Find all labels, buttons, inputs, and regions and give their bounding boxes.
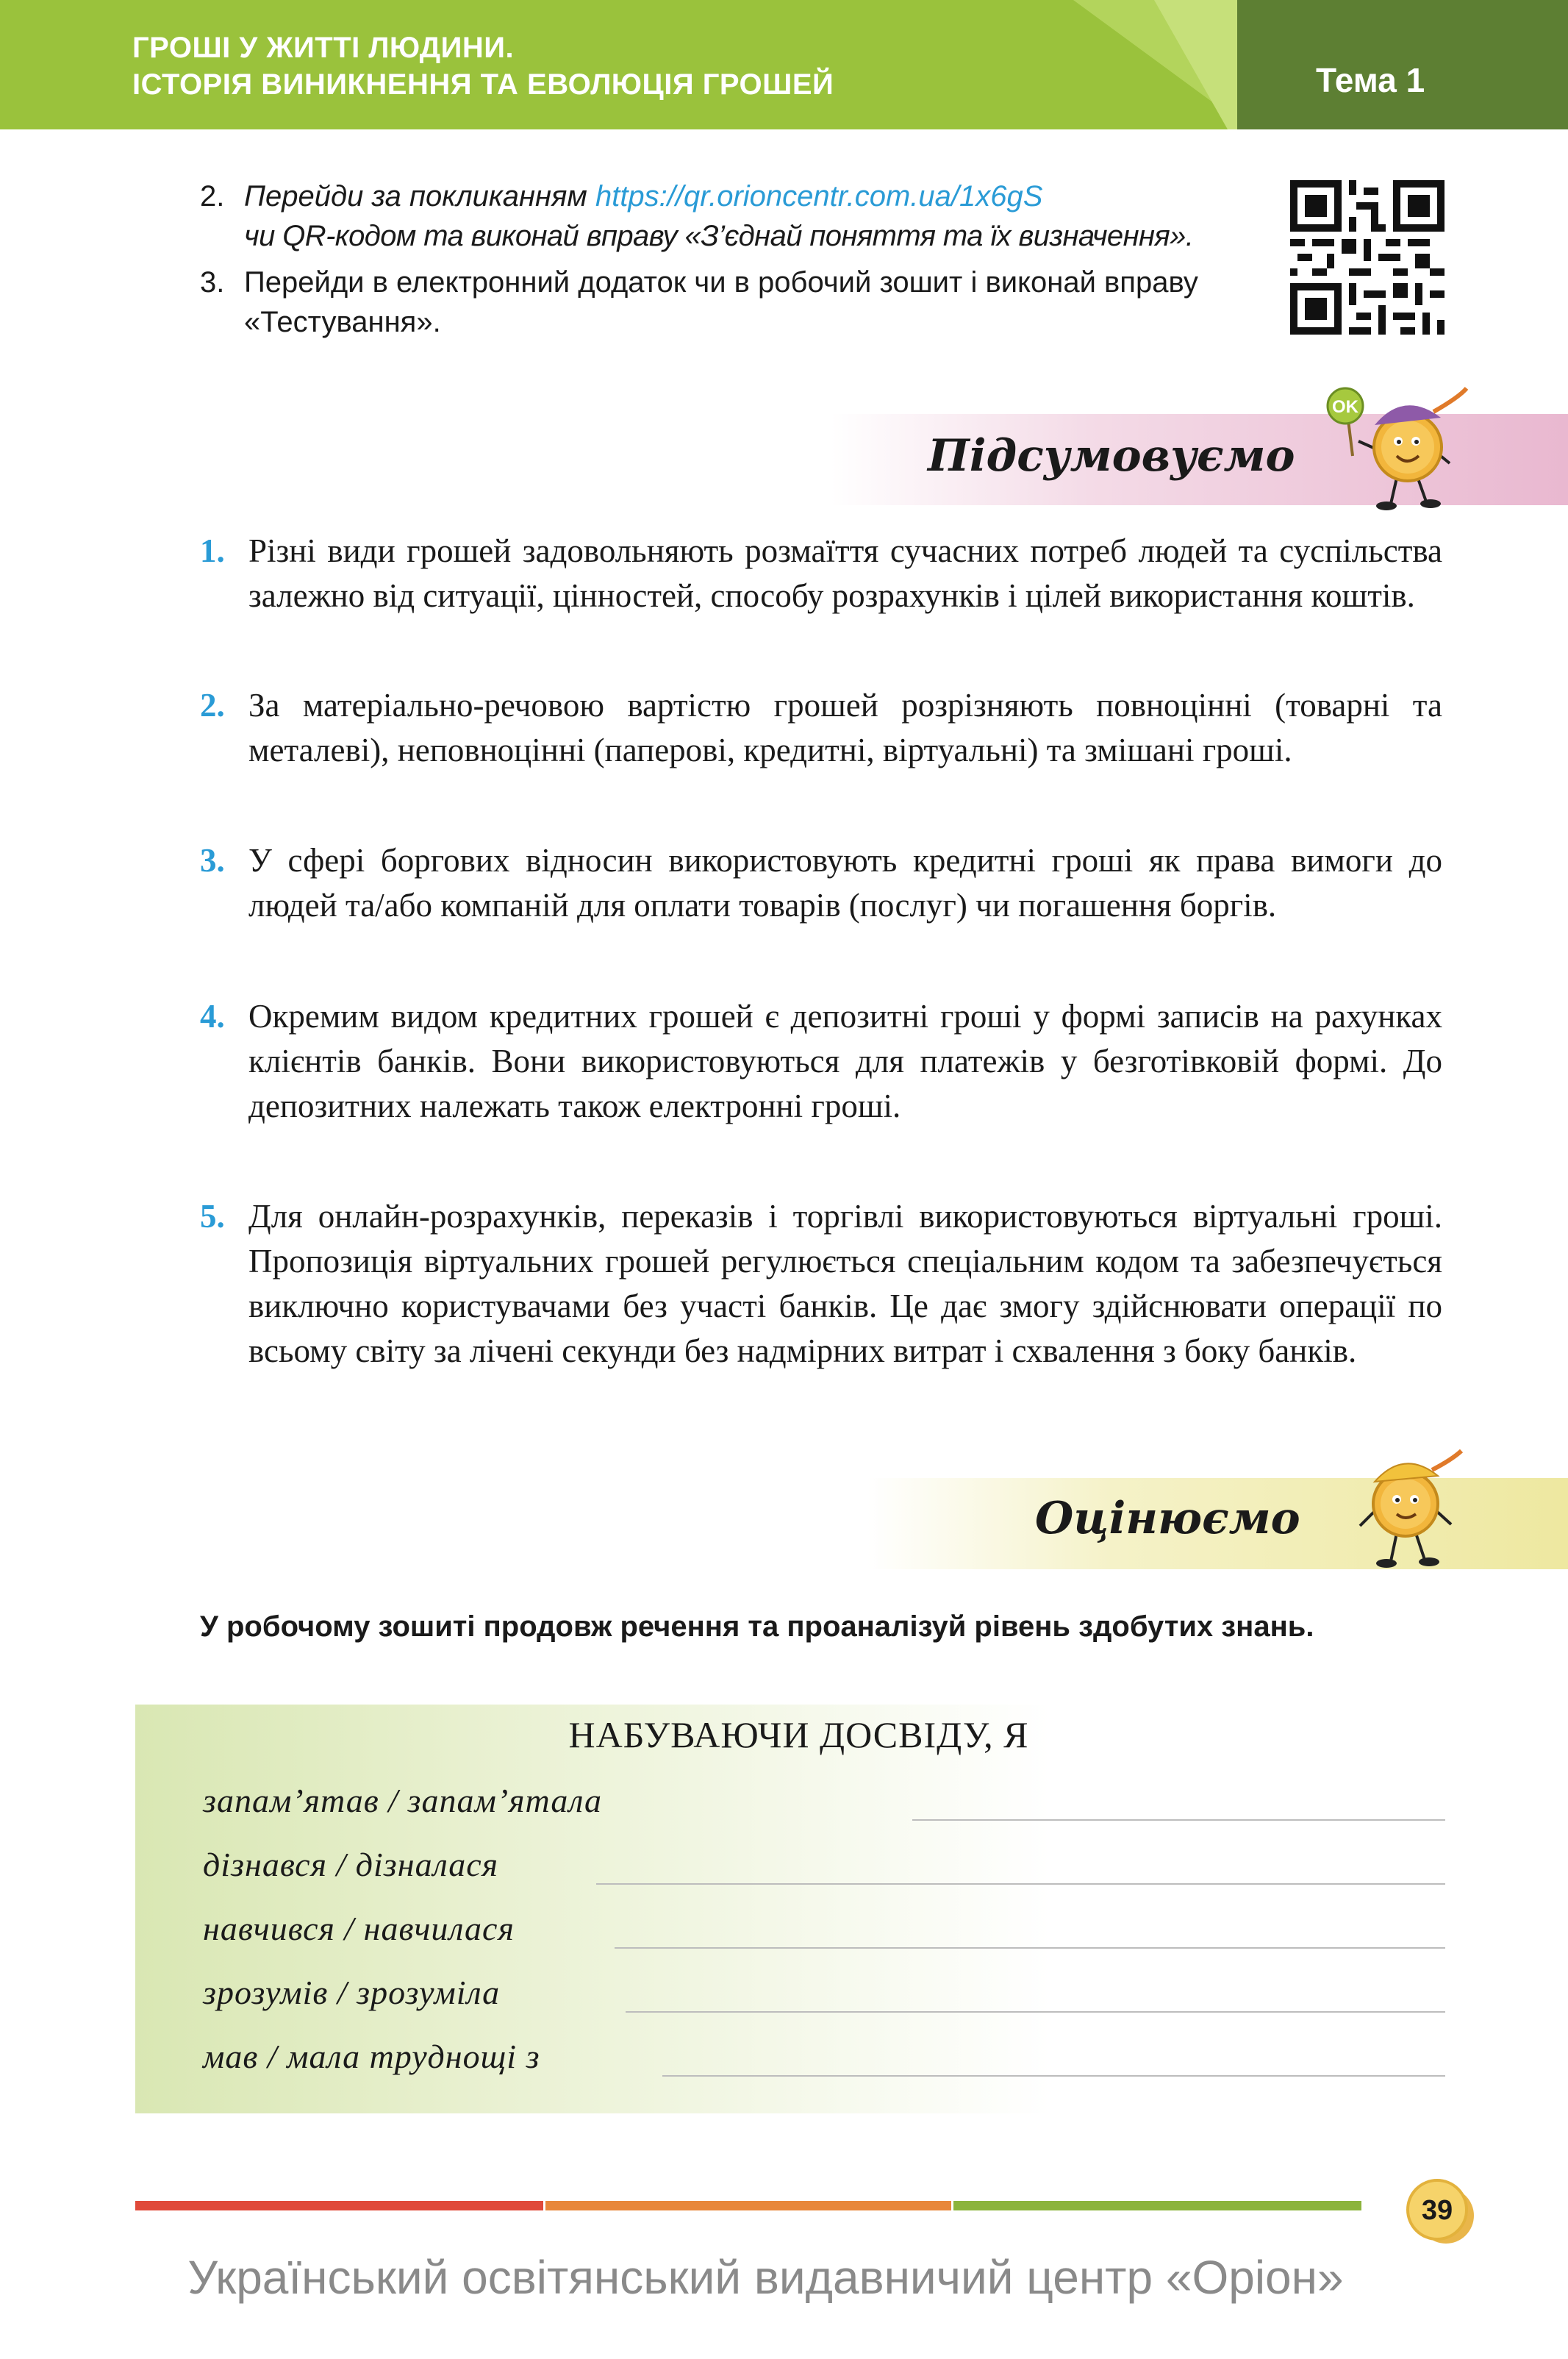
task-text: Перейди в електронний додаток чи в робочий зошит і виконай вправу «Тестування». [244, 266, 1198, 338]
summary-item-text: Окремим видом кредитних грошей є депозитні гроші у формі записів на рахунках клієнтів банків. Вони використовуються для платежів у безготівковій формі. До депозитних належать також електронні гроші. [248, 998, 1442, 1124]
evaluation-title: Оцінюємо [1035, 1493, 1300, 1544]
summary-item [200, 683, 1442, 773]
evaluation-row-label: зрозумів / зрозуміла [203, 1974, 501, 2011]
evaluation-heading: НАБУВАЮЧИ ДОСВІДУ, Я [568, 1714, 1029, 1755]
task-link[interactable]: https://qr.orioncentr.com.ua/1x6gS [595, 180, 1043, 213]
answer-line[interactable] [626, 2011, 1445, 2013]
evaluation-row [203, 1973, 1445, 2017]
summary-item [200, 529, 1442, 618]
evaluation-row-label: дізнався / дізналася [203, 1846, 498, 1883]
evaluation-row [203, 1781, 1445, 1825]
summary-item-number: 1. [200, 532, 225, 569]
evaluation-row-label: запам’ятав / запам’ятала [203, 1782, 602, 1819]
tema-label: Тема 1 [1316, 61, 1425, 99]
summary-item-text: Різні види грошей задовольняють розмаїття сучасних потреб людей та суспільства залежно від ситуації, цінностей, способу розрахунків і цілей використання коштів. [248, 532, 1442, 614]
answer-line[interactable] [615, 1947, 1445, 1949]
summary-item [200, 994, 1442, 1129]
answer-line[interactable] [662, 2075, 1445, 2077]
answer-line[interactable] [596, 1883, 1445, 1885]
evaluation-row [203, 2037, 1445, 2081]
coin-mascot-icon [1345, 1445, 1463, 1570]
summary-item [200, 1194, 1442, 1374]
summary-item-text: Для онлайн-розрахунків, переказів і торгівлі використовуються віртуальні гроші. Пропозиція віртуальних грошей регулюється спеціальним кодом та забезпечується виключно користувачами без участі банків. Це дає змогу здійснювати операції по всьому світу за лічені секунди без надмірних витрат і схвалення з боку банків. [248, 1198, 1442, 1369]
qr-code[interactable] [1290, 180, 1445, 335]
task-text: чи QR-кодом та виконай вправу «З’єднай поняття та їх визначення». [244, 220, 1194, 252]
ok-sign-text: OK [1332, 397, 1358, 417]
evaluation-row [203, 1845, 1445, 1889]
coin-mascot-ok-icon [1323, 382, 1470, 515]
chapter-title-line1: ГРОШІ У ЖИТТІ ЛЮДИНИ. [132, 32, 515, 64]
page-header [0, 0, 1568, 129]
footer-bar-green [953, 2201, 1361, 2210]
chapter-title [132, 29, 834, 103]
evaluation-instruction: У робочому зошиті продовж речення та проаналізуй рівень здобутих знань. [200, 1610, 1314, 1643]
task-text: Перейди за покликанням [244, 180, 595, 213]
answer-line[interactable] [912, 1819, 1445, 1821]
summary-title: Підсумовуємо [928, 430, 1295, 482]
summary-item-number: 3. [200, 842, 225, 879]
summary-item-number: 2. [200, 687, 225, 724]
evaluation-row-label: мав / мала труднощі з [203, 2038, 540, 2075]
page-number: 39 [1421, 2195, 1453, 2226]
footer-bar-red [135, 2201, 543, 2210]
summary-item-number: 4. [200, 998, 225, 1035]
task-number: 2. [200, 180, 225, 213]
chapter-title-line2: ІСТОРІЯ ВИНИКНЕННЯ ТА ЕВОЛЮЦІЯ ГРОШЕЙ [132, 68, 834, 101]
evaluation-row-label: навчився / навчилася [203, 1910, 515, 1947]
footer-bar-orange [545, 2201, 951, 2210]
task-number: 3. [200, 266, 225, 299]
summary-item-text: За матеріально-речовою вартістю грошей розрізняють повноцінні (товарні та металеві), неповноцінні (паперові, кредитні, віртуальні) та змішані гроші. [248, 687, 1442, 768]
publisher-name: Український освітянський видавничий центр «Оріон» [187, 2251, 1344, 2304]
summary-item-number: 5. [200, 1198, 225, 1235]
summary-item [200, 838, 1442, 928]
evaluation-row [203, 1909, 1445, 1953]
summary-item-text: У сфері боргових відносин використовують кредитні гроші як права вимоги до людей та/або компаній для оплати товарів (послуг) чи погашення боргів. [248, 842, 1442, 924]
